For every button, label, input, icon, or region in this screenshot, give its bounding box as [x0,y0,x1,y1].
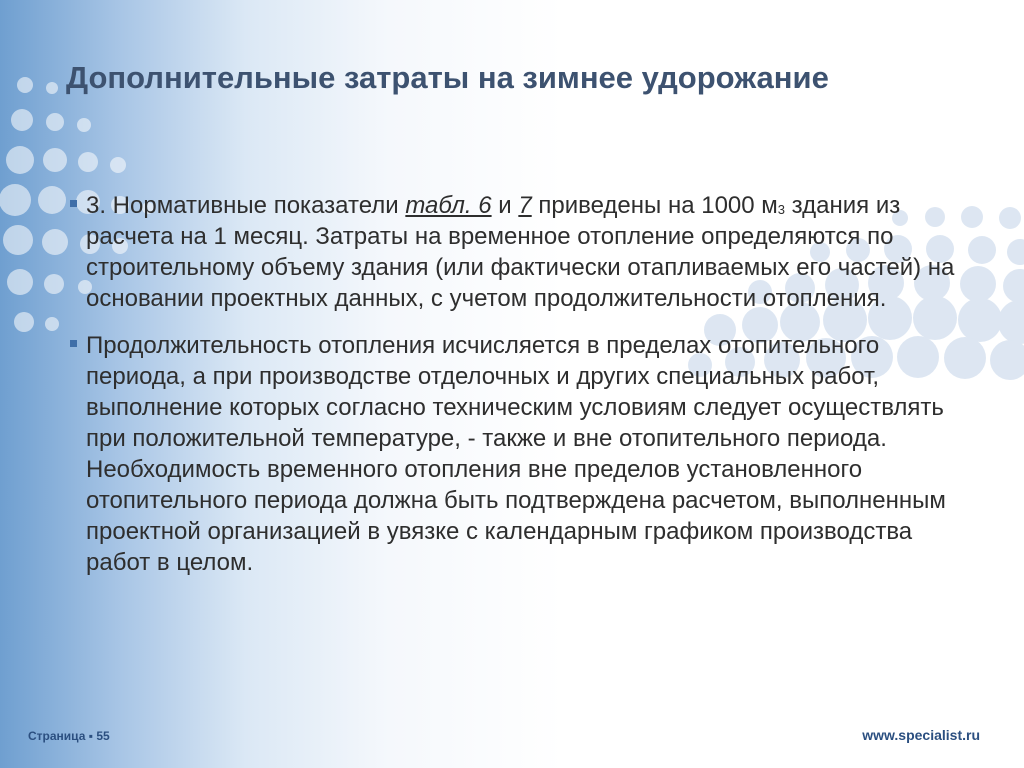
bullet1-prefix: 3. Нормативные показатели [86,192,406,219]
cubic-superscript: 3 [777,202,786,217]
slide-title: Дополнительные затраты на зимнее удорожание [66,60,829,95]
page-number: 55 [96,729,110,743]
page-label: Страница [28,729,86,743]
table-6-link[interactable]: табл. 6 [405,192,492,219]
bullet1-rest: здания из расчета на 1 месяц. Затраты на временное отопление определяются по строительному объему здания (или фактически отапливаемых его частей) на основании проектных данных, с учетом продолжительности отопления. [86,192,955,312]
bullet1-after: приведены на 1000 м [531,192,778,219]
bullet-normative-indicators [66,190,966,314]
square-bullet-icon [70,340,77,347]
bullet1-mid: и [491,192,519,219]
page-separator-icon: ▪ [88,729,93,743]
website-link[interactable]: www.specialist.ru [862,727,980,743]
square-bullet-icon [70,200,77,207]
bullet-heating-duration [66,330,966,578]
page-indicator [28,729,110,743]
table-7-link[interactable]: 7 [518,192,532,219]
slide-content [66,190,966,594]
bullet2-text: Продолжительность отопления исчисляется в пределах отопительного периода, а при производстве отделочных и других специальных работ, выполнение которых согласно техническим условиям следует осуществлять при положительной температуре, - также и вне отопительного периода. Необходимость временного отопления вне пределов установленного отопительного периода должна быть подтверждена расчетом, выполненным проектной организацией в увязке с календарным графиком производства работ в целом. [86,332,946,576]
